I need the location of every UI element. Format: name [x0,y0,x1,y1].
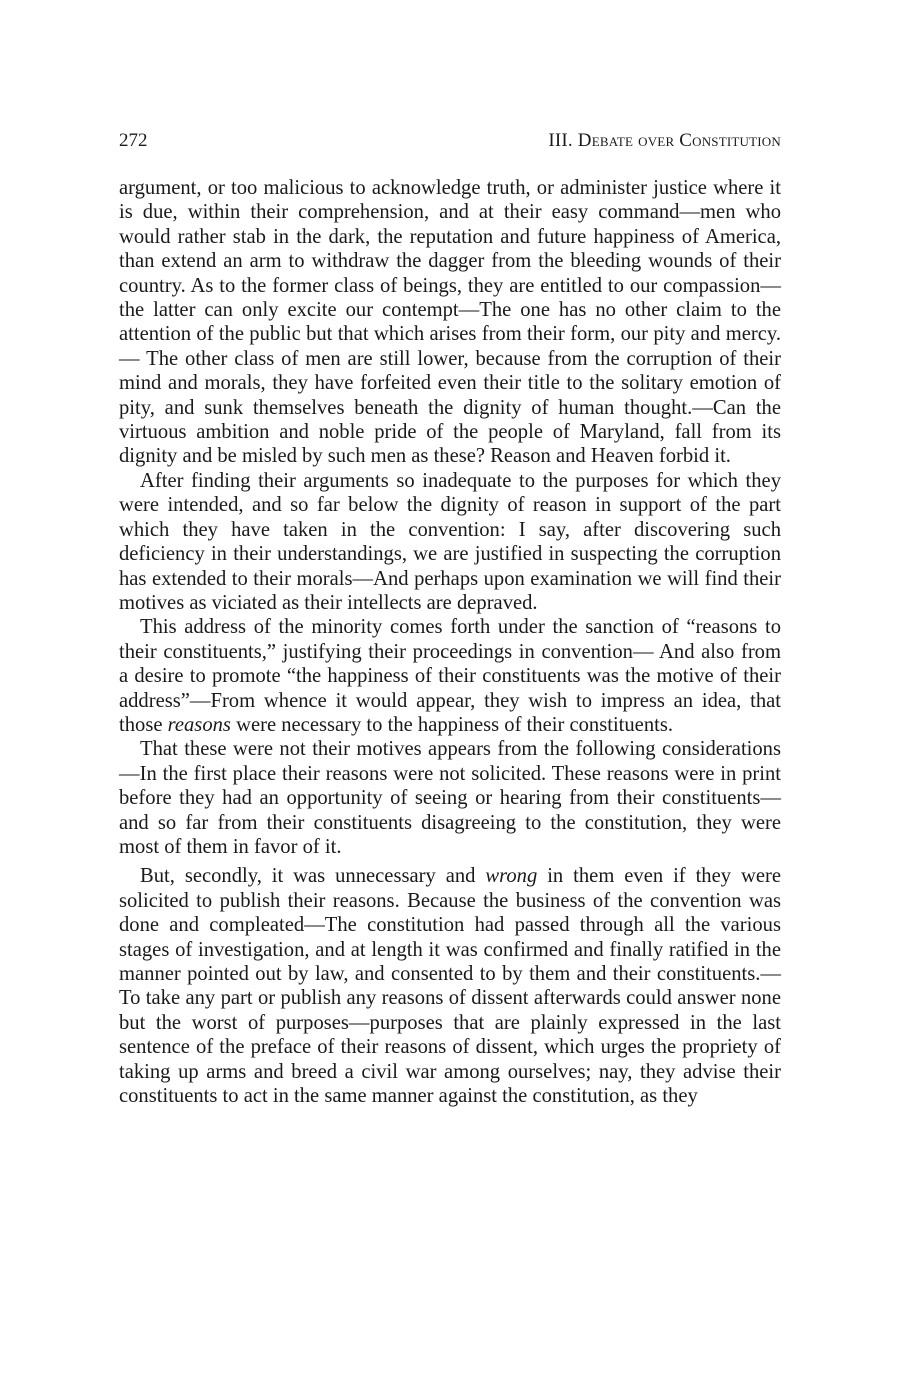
running-title: III. Debate over Constitution [548,130,781,151]
book-page [119,128,781,1108]
paragraph-p2 [119,469,781,615]
paragraph-p1 [119,176,781,469]
italic-text: wrong [485,865,538,888]
text-segment: After finding their arguments so inadequate to the purposes for which they were intended, and so far below the dignity of reason in support of the part which they have taken in the convention: I say, after discovering such deficiency in their understandings, we are justified in suspecting the corruption has extended to their morals—And perhaps upon examination we will find their motives as viciated as their intellects are depraved. [119,469,781,614]
paragraph-p3 [119,615,781,737]
paragraph-p5 [119,864,781,1108]
text-segment: This address of the minority comes forth under the sanction of “reasons to their constituents,” justifying their proceedings in convention— And also from a desire to promote “the happiness of their constituents was the motive of their address”—From whence it would appear, they wish to impress an idea, that those [119,616,781,736]
paragraph-p4 [119,737,781,859]
text-segment: That these were not their motives appears from the following considerations—In the first place their reasons were not solicited. These reasons were in print before they had an opportunity of seeing or hearing from their constituents—and so far from their constituents disagreeing to the constitution, they were most of them in favor of it. [119,738,781,858]
running-header [119,128,781,154]
text-segment: argument, or too malicious to acknowledge truth, or administer justice where it is due, within their comprehension, and at their easy command—men who would rather stab in the dark, the reputation and future happiness of America, than extend an arm to withdraw the dagger from the bleeding wounds of their country. As to the former class of beings, they are entitled to our compassion—the latter can only excite our contempt—The one has no other claim to the attention of the public but that which arises from their form, our pity and mercy.— The other class of men are still lower, because from the corruption of their mind and morals, they have forfeited even their title to the solitary emotion of pity, and sunk themselves beneath the dignity of human thought.—Can the virtuous ambition and noble pride of the people of Maryland, fall from its dignity and be misled by such men as these? Reason and Heaven forbid it. [119,177,781,468]
text-segment: But, secondly, it was unnecessary and [140,865,486,888]
italic-text: reasons [167,713,231,736]
page-number: 272 [119,130,148,151]
text-segment: were necessary to the happiness of their constituents. [230,713,673,736]
body-text [119,176,781,1108]
text-segment: in them even if they were solicited to publish their reasons. Because the business of the convention was done and compleated—The constitution had passed through all the various stages of investigation, and at length it was confirmed and finally ratified in the manner pointed out by law, and consented to by them and their constituents.—To take any part or publish any reasons of dissent afterwards could answer none but the worst of purposes—purposes that are plainly expressed in the last sentence of the preface of their reasons of dissent, which urges the propriety of taking up arms and breed a civil war among ourselves; nay, they advise their constituents to act in the same manner against the constitution, as they [119,865,781,1108]
